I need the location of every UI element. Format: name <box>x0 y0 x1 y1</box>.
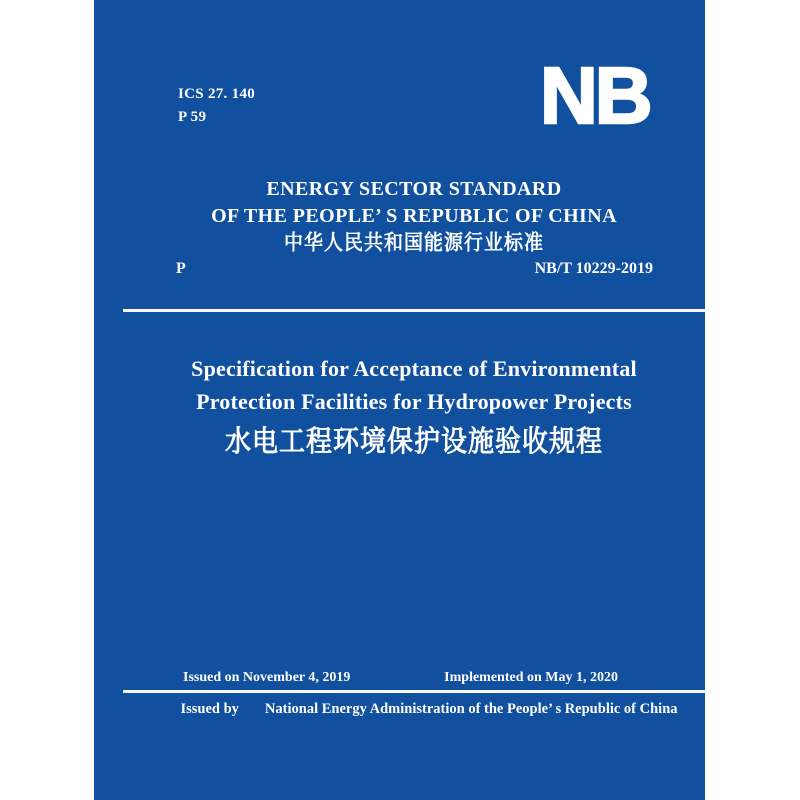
ics-code-text: ICS 27. 140 <box>178 86 256 102</box>
nb-logo: NB <box>540 51 650 140</box>
issued-by-value: National Energy Administration of the People’ s Republic of China <box>264 701 678 717</box>
title-en-line2: Protection Facilities for Hydropower Projects <box>196 389 632 414</box>
heading-line1-en: ENERGY SECTOR STANDARD <box>266 178 562 200</box>
implemented-on-text: Implemented on May 1, 2020 <box>444 670 618 685</box>
standard-cover <box>94 0 705 800</box>
title-block <box>123 352 705 459</box>
top-rule <box>123 309 705 312</box>
standard-number: NB/T 10229-2019 <box>534 260 653 277</box>
date-row <box>123 668 705 688</box>
classification-codes <box>178 83 255 129</box>
issued-on-text: Issued on November 4, 2019 <box>183 670 351 685</box>
title-zh: 水电工程环境保护设施验收规程 <box>224 425 603 458</box>
standard-heading <box>123 176 705 257</box>
title-en-line1: Specification for Acceptance of Environmental <box>191 356 637 381</box>
issued-by-row <box>123 699 705 719</box>
code-row <box>123 258 705 280</box>
p-classification-text: P 59 <box>178 109 207 125</box>
code-row-left: P <box>176 260 186 277</box>
heading-line2-en: OF THE PEOPLE’ S REPUBLIC OF CHINA <box>211 205 617 227</box>
issued-by-label: Issued by <box>180 701 239 717</box>
bottom-rule <box>123 690 705 693</box>
heading-line-zh: 中华人民共和国能源行业标准 <box>283 231 544 256</box>
